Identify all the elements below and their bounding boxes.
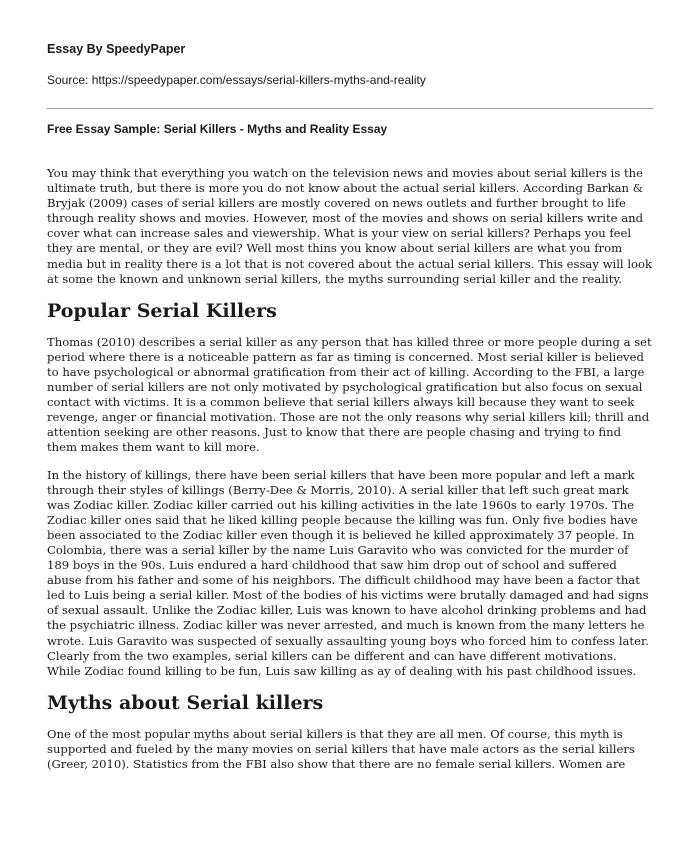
intro-paragraph: You may think that everything you watch on the television news and movies about serial killers is the ultimate truth, but there is more you do not know about the actual serial killers. According Barkan & Bryjak (2009) cases of serial killers are mostly covered on news outlets and further brought to life through reality shows and movies. However, most of the movies and shows on serial killers write and cover what can increase sales and viewership. What is your view on serial killers? Perhaps you feel they are mental, or they are evil? Well most thins you know about serial killers are what you from media but in reality there is a lot that is not covered about the actual serial killers. This essay will look at some the known and unknown serial killers, the myths surrounding serial killer and the reality. [47, 166, 653, 286]
paragraph: One of the most popular myths about serial killers is that they are all men. Of course, this myth is supported and fueled by the many movies on serial killers that have male actors as the serial killers (Greer, 2010). Statistics from the FBI also show that there are no female serial killers. Women are [47, 726, 635, 771]
essay-body [47, 166, 653, 784]
paragraph: Thomas (2010) describes a serial killer as any person that has killed three or more people during a set period where there is a noticeable pattern as far as timing is concerned. Most serial killer is believed to have psychological or abnormal gratification from their act of killing. According to the FBI, a large number of serial killers are not only motivated by psychological gratification but also focus on sexual contact with victims. It is a common believe that serial killers always kill because they want to seek revenge, anger or financial motivation. Those are not the only reasons why serial killers kill; thrill and attention seeking are other reasons. Just to know that there are people chasing and trying to find them makes them want to kill more. [47, 334, 652, 455]
source-line: Source: https://speedypaper.com/essays/serial-killers-myths-and-reality [47, 73, 426, 87]
brand-title: Essay By SpeedyPaper [47, 42, 186, 56]
section-heading-myths: Myths about Serial killers [47, 691, 324, 714]
section-heading-popular-serial-killers: Popular Serial Killers [47, 299, 277, 322]
header-divider [47, 108, 653, 109]
essay-title: Free Essay Sample: Serial Killers - Myths and Reality Essay [47, 122, 388, 136]
paragraph: In the history of killings, there have been serial killers that have been more popular and left a mark through their styles of killings (Berry-Dee & Morris, 2010). A serial killer that left such great mark was Zodiac killer. Zodiac killer carried out his killing activities in the late 1960s to early 1970s. The Zodiac killer ones said that he liked killing people because the killing was fun. Only five bodies have been associated to the Zodiac killer even though it is believed he killed approximately 37 people. In Colombia, there was a serial killer by the name Luis Garavito who was convicted for the murder of 189 boys in the 90s. Luis endured a hard childhood that saw him drop out of school and suffered abuse from his father and some of his neighbors. The difficult childhood may have been a factor that led to Luis being a serial killer. Most of the bodies of his victims were brutally damaged and had signs of sexual assault. Unlike the Zodiac killer, Luis was known to have alcohol drinking problems and had the psychiatric illness. Zodiac killer was never arrested, and much is known from the many letters he wrote. Luis Garavito was suspected of sexually assaulting young boys who forced him to confess later. Clearly from the two examples, serial killers can be different and can have different motivations. While Zodiac found killing to be fun, Luis saw killing as ay of dealing with his past childhood issues. [47, 467, 649, 678]
